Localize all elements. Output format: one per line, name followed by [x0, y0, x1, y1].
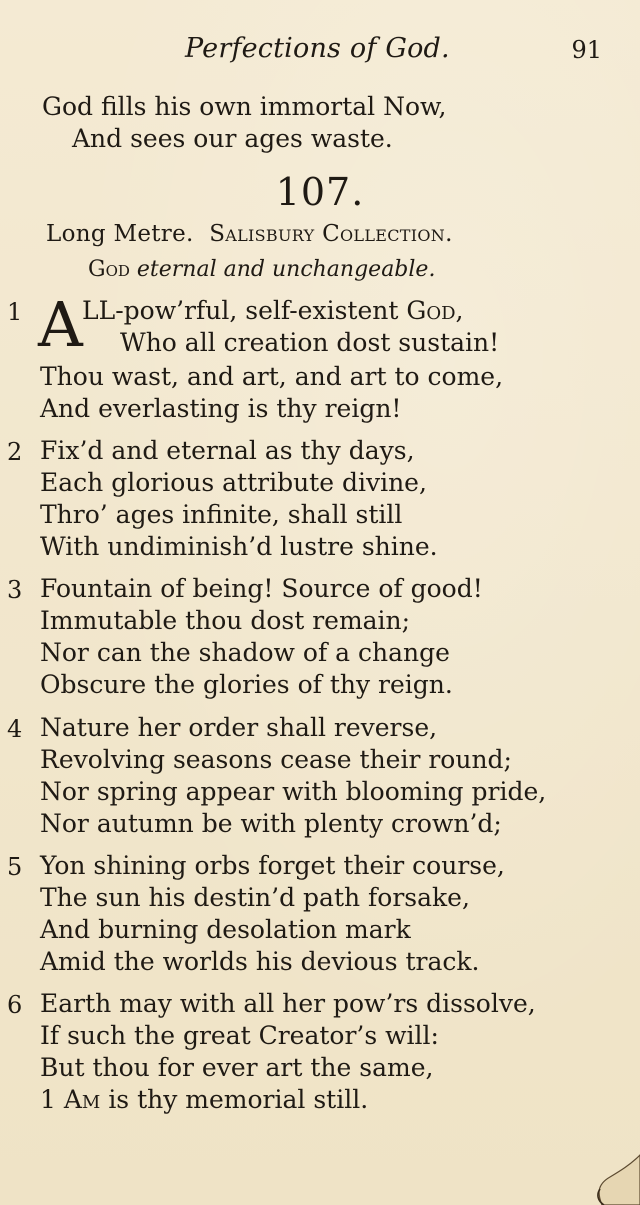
stanza-1-line-4: And everlasting is thy reign!: [40, 394, 402, 423]
hymn-meter: Long Metre.: [46, 221, 194, 247]
stanza-3-line-4: Obscure the glories of thy reign.: [40, 670, 453, 699]
carryover-line-2: And sees our ages waste.: [72, 124, 393, 153]
stanza-1-line-2: Who all creation dost sustain!: [120, 328, 500, 357]
hymn-number: 107.: [275, 170, 365, 214]
stanza-6-line-4-end: is thy memorial still.: [108, 1085, 369, 1114]
stanza-6-line-1: Earth may with all her pow’rs dissolve,: [40, 989, 536, 1018]
stanza-2-line-4: With undiminish’d lustre shine.: [40, 532, 438, 561]
stanza-5-line-1: Yon shining orbs forget their course,: [40, 851, 505, 880]
stanza-6-line-4: [40, 1085, 368, 1114]
hymn-subtitle: [88, 257, 435, 282]
page-corner-curl-icon: [592, 1145, 640, 1205]
stanza-6-line-2: If such the great Creator’s will:: [40, 1021, 439, 1050]
stanza-number-1: 1: [7, 298, 23, 326]
stanza-3-line-1: Fountain of being! Source of good!: [40, 574, 483, 603]
stanza-5-line-3: And burning desolation mark: [40, 915, 411, 944]
subtitle-rest: eternal and unchangeable.: [136, 257, 436, 282]
stanza-4-line-4: Nor autumn be with plenty crown’d;: [40, 809, 502, 838]
stanza-1-line-1-text: LL-pow’rful, self-existent: [82, 296, 399, 325]
stanza-3-line-3: Nor can the shadow of a change: [40, 638, 450, 667]
stanza-1-line-1: [82, 296, 463, 325]
carryover-line-1: God fills his own immortal Now,: [42, 92, 447, 121]
stanza-1-line-1-god: God,: [406, 296, 464, 325]
stanza-4-line-1: Nature her order shall reverse,: [40, 713, 438, 742]
stanza-number-2: 2: [7, 438, 23, 466]
stanza-number-3: 3: [7, 576, 23, 604]
stanza-2-line-3: Thro’ ages infinite, shall still: [40, 500, 403, 529]
stanza-1-line-3: Thou wast, and art, and art to come,: [40, 362, 504, 391]
stanza-number-5: 5: [7, 853, 23, 881]
subtitle-god: God: [88, 257, 130, 282]
hymn-meter-line: [46, 221, 453, 247]
stanza-3-line-2: Immutable thou dost remain;: [40, 606, 411, 635]
stanza-4-line-3: Nor spring appear with blooming pride,: [40, 777, 547, 806]
stanza-6-line-3: But thou for ever art the same,: [40, 1053, 434, 1082]
running-header-title: Perfections of God.: [185, 33, 450, 64]
stanza-number-6: 6: [7, 991, 23, 1019]
stanza-5-line-2: The sun his destin’d path forsake,: [40, 883, 470, 912]
hymn-source: Salisbury Collection.: [209, 221, 453, 247]
drop-cap: A: [38, 288, 83, 361]
page-number: 91: [571, 36, 602, 64]
stanza-2-line-1: Fix’d and eternal as thy days,: [40, 436, 415, 465]
stanza-2-line-2: Each glorious attribute divine,: [40, 468, 427, 497]
stanza-5-line-4: Amid the worlds his devious track.: [40, 947, 480, 976]
stanza-4-line-2: Revolving seasons cease their round;: [40, 745, 512, 774]
stanza-6-line-4-start: 1: [40, 1085, 56, 1114]
stanza-6-line-4-am: Am: [63, 1085, 101, 1114]
stanza-number-4: 4: [7, 715, 23, 743]
